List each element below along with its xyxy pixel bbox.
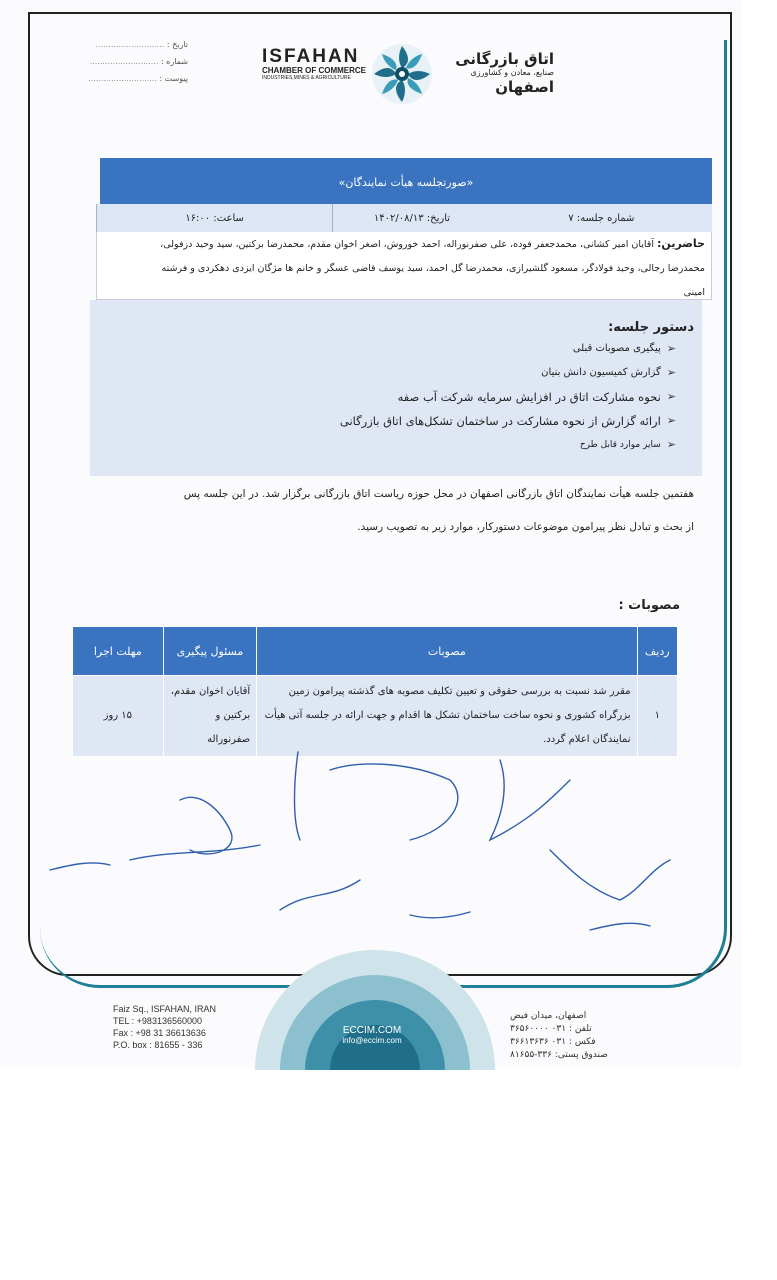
logo-en-sub2: INDUSTRIES,MINES & AGRICULTURE bbox=[262, 75, 351, 81]
chamber-logo-icon bbox=[370, 42, 434, 106]
footer-addr-fa: اصفهان، میدان فیض bbox=[510, 1011, 587, 1021]
footer-pobox-fa: صندوق پستی: ۳۳۶-۸۱۶۵۵ bbox=[510, 1050, 608, 1060]
logo-fa-line2: صنایع، معادن و کشاورزی bbox=[470, 68, 554, 77]
attendees-section bbox=[96, 232, 712, 300]
checkmark-arrow-icon: ➢ bbox=[666, 390, 676, 403]
footer-web bbox=[322, 1026, 422, 1046]
summary-line1: هفتمین جلسه هیأت نمایندگان اتاق بازرگانی اصفهان در محل حوزه ریاست اتاق بازرگانی برگزار شد. در این جلسه پس bbox=[183, 488, 694, 500]
footer-fax-fa: فکس : ۰۳۱ ۳۶۶۱۳۶۳۶ bbox=[510, 1037, 596, 1047]
footer-pobox-en: P.O. box : 81655 - 336 bbox=[113, 1040, 203, 1050]
row-number: ۱ bbox=[637, 676, 678, 757]
logo-persian bbox=[434, 50, 554, 96]
agenda-item: ➢ پیگیری مصوبات قبلی bbox=[90, 337, 694, 361]
footer-address-fa bbox=[510, 1010, 630, 1062]
meeting-summary bbox=[84, 478, 694, 544]
attendees-line3: امینی bbox=[683, 287, 705, 298]
footer-fax-en: Fax : +98 31 36613636 bbox=[113, 1028, 206, 1038]
footer-addr-en: Faiz Sq., ISFAHAN, IRAN bbox=[113, 1004, 217, 1014]
logo-fa-line1: اتاق بازرگانی bbox=[455, 50, 554, 68]
agenda-item: ➢ گزارش کمیسیون دانش بنیان bbox=[90, 361, 694, 385]
meta-date: تاریخ : ........................... bbox=[95, 40, 188, 49]
footer-address-en bbox=[113, 1003, 216, 1051]
session-number: شماره جلسه: ۷ bbox=[568, 212, 635, 224]
approvals-title: مصوبات : bbox=[618, 598, 680, 613]
approvals-table bbox=[72, 626, 678, 757]
footer-tel-en: TEL : +983136560000 bbox=[113, 1016, 202, 1026]
agenda-item: ➢ سایر موارد قابل طرح bbox=[90, 433, 694, 457]
attendees-label: حاضرین: bbox=[657, 237, 705, 250]
header-row-num: ردیف bbox=[637, 627, 678, 676]
attendees-line2: محمدرضا رجالی، وحید فولادگر، مسعود گلشیرازی، محمدرضا گل احمد، سید یوسف قاضی عسگر و خانم ها مژگان ایزدی دهکردی و فرشته bbox=[161, 263, 705, 274]
signatures-icon bbox=[30, 740, 730, 960]
meta-attachment: پیوست : ........................... bbox=[88, 74, 188, 83]
agenda-item: ➢ نحوه مشارکت اتاق در افزایش سرمایه شرکت آب صفه bbox=[90, 385, 694, 409]
logo-fa-line3: اصفهان bbox=[495, 78, 554, 96]
checkmark-arrow-icon: ➢ bbox=[666, 438, 676, 451]
session-time: ساعت: ۱۶:۰۰ bbox=[96, 204, 332, 232]
document-meta bbox=[78, 36, 188, 87]
footer-tel-fa: تلفن : ۰۳۱ ۳۶۵۶۰۰۰۰ bbox=[510, 1024, 592, 1034]
checkmark-arrow-icon: ➢ bbox=[666, 366, 676, 379]
footer-email[interactable]: info@eccim.com bbox=[342, 1036, 402, 1045]
header-deadline: مهلت اجرا bbox=[73, 627, 164, 676]
checkmark-arrow-icon: ➢ bbox=[666, 414, 676, 427]
summary-line2: از بحث و تبادل نظر پیرامون موضوعات دستورکار، موارد زیر به تصویب رسید. bbox=[357, 521, 694, 533]
session-info-row bbox=[96, 204, 712, 232]
row-responsible: آقایان اخوان مقدم، برکتین و صفرنوراله bbox=[163, 676, 257, 757]
attendees-line1: حاضرین: آقایان امیر کشانی، محمدجعفر فوده، علی صفرنوراله، احمد خوروش، اصغر اخوان مقدم، محمدرضا برکتین، سید وحید دزفولی، bbox=[160, 237, 705, 250]
logo-english bbox=[262, 48, 372, 82]
footer-website[interactable]: ECCIM.COM bbox=[342, 1025, 402, 1036]
minutes-heading: «صورتجلسه هیأت نمایندگان» bbox=[100, 158, 712, 204]
session-date: تاریخ: ۱۴۰۲/۰۸/۱۳ bbox=[332, 204, 490, 232]
logo-en-sub1: CHAMBER OF COMMERCE bbox=[262, 66, 366, 75]
checkmark-arrow-icon: ➢ bbox=[666, 342, 676, 355]
header-desc: مصوبات bbox=[257, 627, 637, 676]
logo-en-title: ISFAHAN bbox=[262, 46, 360, 67]
row-deadline: ۱۵ روز bbox=[73, 676, 164, 757]
table-header-row bbox=[73, 627, 678, 676]
meta-number: شماره : ........................... bbox=[89, 57, 188, 66]
agenda-item: ➢ ارائه گزارش از نحوه مشارکت در ساختمان تشکل‌های اتاق بازرگانی bbox=[90, 409, 694, 433]
agenda-title: دستور جلسه: bbox=[608, 320, 694, 335]
footer-swirl-icon bbox=[250, 945, 500, 1070]
row-description: مقرر شد نسبت به بررسی حقوقی و تعیین تکلیف مصوبه های گذشته پیرامون زمین بزرگراه کشوری و نحوه ساخت ساختمان تشکل ها اقدام و جهت ارائه در جلسه آتی هیأت نمایندگان اعلام گردد. bbox=[257, 676, 637, 757]
agenda-section bbox=[90, 300, 702, 476]
header-resp: مسئول پیگیری bbox=[163, 627, 257, 676]
